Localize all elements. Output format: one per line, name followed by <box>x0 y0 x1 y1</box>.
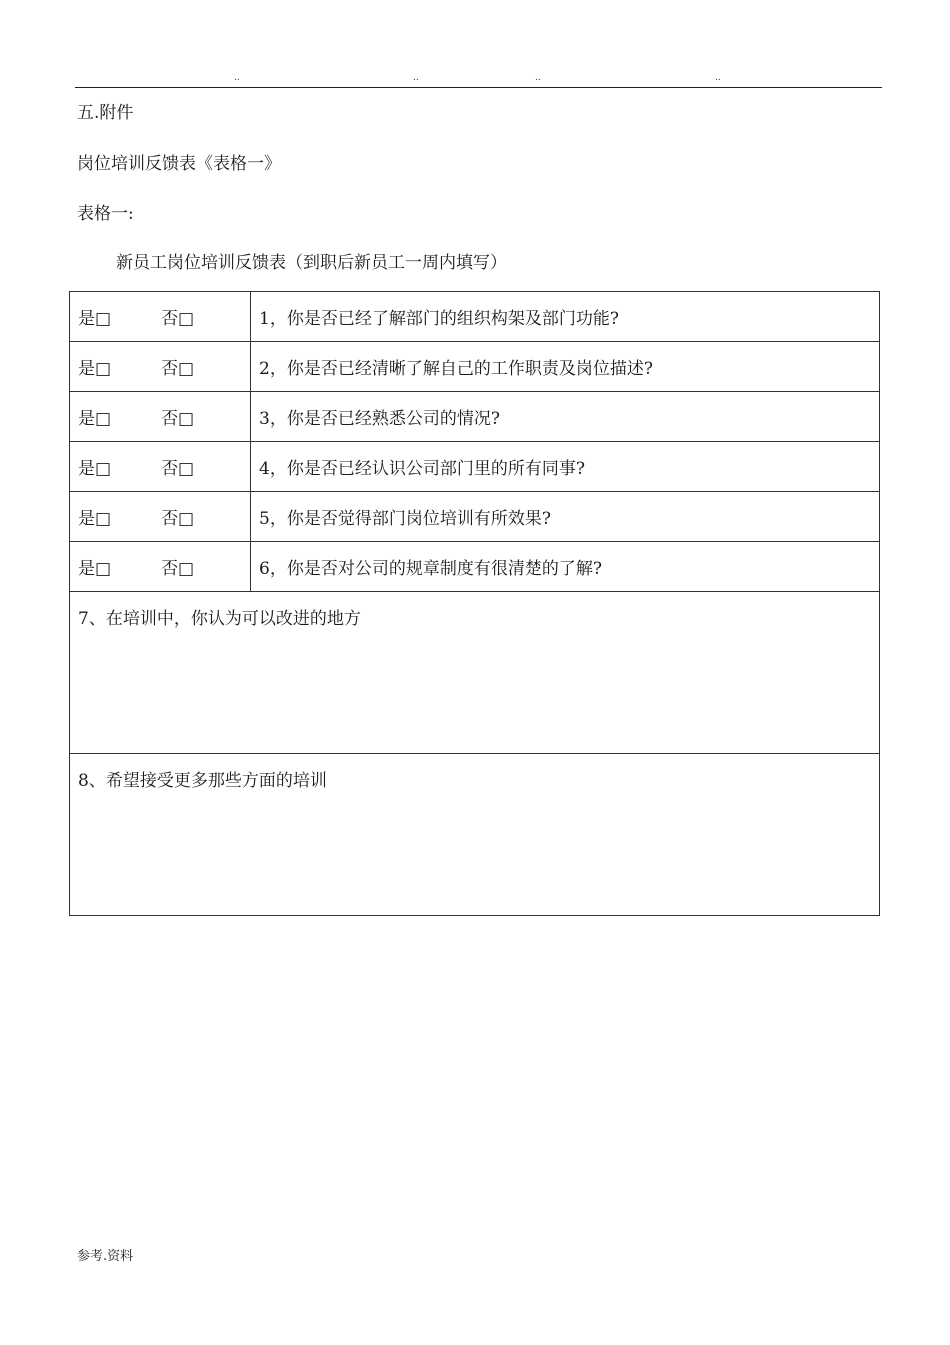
question-text: 6，你是否对公司的规章制度有很清楚的了解? <box>251 542 880 592</box>
question-row <box>70 442 880 492</box>
table-label: 表格一: <box>77 204 134 224</box>
question-row <box>70 292 880 342</box>
no-checkbox[interactable]: 否□ <box>161 359 195 379</box>
yes-checkbox[interactable]: 是□ <box>78 409 112 429</box>
question-text: 2，你是否已经清晰了解自己的工作职责及岗位描述? <box>251 342 880 392</box>
no-checkbox[interactable]: 否□ <box>161 409 195 429</box>
question-text: 5，你是否觉得部门岗位培训有所效果? <box>251 492 880 542</box>
attachment-subtitle: 岗位培训反馈表《表格一》 <box>77 154 281 174</box>
no-checkbox[interactable]: 否□ <box>161 509 195 529</box>
answer-options <box>70 292 251 342</box>
answer-options <box>70 542 251 592</box>
yes-checkbox[interactable]: 是□ <box>78 509 112 529</box>
answer-options <box>70 392 251 442</box>
feedback-form-table <box>69 291 880 916</box>
answer-options <box>70 492 251 542</box>
yes-checkbox[interactable]: 是□ <box>78 559 112 579</box>
question-row <box>70 342 880 392</box>
no-checkbox[interactable]: 否□ <box>161 559 195 579</box>
form-title: 新员工岗位培训反馈表（到职后新员工一周内填写） <box>116 253 507 273</box>
header-mark: .. <box>234 73 240 83</box>
open-question-row <box>70 592 880 754</box>
question-row <box>70 542 880 592</box>
open-question-row <box>70 754 880 916</box>
question-text: 3，你是否已经熟悉公司的情况? <box>251 392 880 442</box>
no-checkbox[interactable]: 否□ <box>161 459 195 479</box>
open-question-answer-area[interactable] <box>70 592 880 754</box>
yes-checkbox[interactable]: 是□ <box>78 309 112 329</box>
header-mark: .. <box>715 73 721 83</box>
answer-options <box>70 442 251 492</box>
yes-checkbox[interactable]: 是□ <box>78 459 112 479</box>
open-question-text: 8、希望接受更多那些方面的培训 <box>78 771 327 791</box>
yes-checkbox[interactable]: 是□ <box>78 359 112 379</box>
question-row <box>70 392 880 442</box>
header-divider <box>75 87 882 88</box>
no-checkbox[interactable]: 否□ <box>161 309 195 329</box>
question-text: 1，你是否已经了解部门的组织构架及部门功能? <box>251 292 880 342</box>
page-footer: 参考.资料 <box>77 1249 134 1264</box>
header-mark: .. <box>535 73 541 83</box>
open-question-text: 7、在培训中，你认为可以改进的地方 <box>78 609 361 629</box>
answer-options <box>70 342 251 392</box>
header-mark: .. <box>413 73 419 83</box>
question-text: 4，你是否已经认识公司部门里的所有同事? <box>251 442 880 492</box>
section-title: 五.附件 <box>77 103 134 123</box>
open-question-answer-area[interactable] <box>70 754 880 916</box>
question-row <box>70 492 880 542</box>
